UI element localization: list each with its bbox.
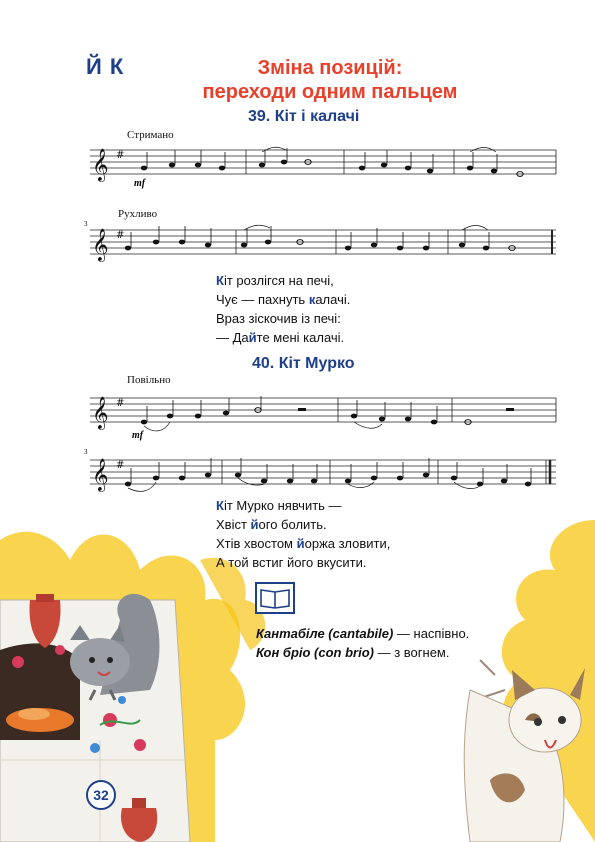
dynamic-mf: mf — [132, 430, 144, 441]
treble-clef-icon: 𝄞 — [92, 228, 109, 261]
alphabet-letters: Й К — [86, 54, 125, 79]
lyric-line: Хвіст його болить. — [216, 517, 327, 532]
treble-clef-icon: 𝄞 — [92, 396, 109, 429]
song-39-tempo-2: Рухливо — [118, 208, 158, 220]
song-39-lyrics — [216, 271, 350, 347]
lyric-line: Чує — пахнуть калачі. — [216, 292, 351, 307]
lyric-line: Кіт Мурко нявчить — — [216, 498, 342, 513]
lyric-line: — Дайте мені калачі. — [216, 330, 345, 345]
svg-text:#: # — [116, 460, 125, 471]
glossary-item: Кантабіле (cantabile) — наспівно. — [256, 626, 470, 641]
lyric-line: Враз зіскочив із печі: — [216, 311, 341, 326]
song-39-score — [86, 140, 560, 270]
treble-clef-icon: 𝄞 — [92, 148, 109, 181]
song-40-title: 40. Кіт Мурко — [252, 355, 355, 372]
lyric-line: Кіт розлігся на печі, — [216, 273, 334, 288]
book-icon — [255, 582, 295, 614]
song-40-lyrics — [216, 496, 390, 572]
lyric-line: Хтів хвостом йоржа зловити, — [216, 536, 391, 551]
lyric-line: А той встиг його вкусити. — [216, 555, 367, 570]
measure-number: 3 — [84, 220, 88, 228]
song-39-tempo-1: Стримано — [127, 129, 174, 141]
page-title-line2: переходи одним пальцем — [202, 81, 458, 103]
page-title-line1: Зміна позицій: — [257, 57, 403, 79]
song-39-title: 39. Кіт і калачі — [248, 108, 360, 125]
song-40-score — [86, 386, 560, 496]
svg-text:#: # — [116, 398, 125, 409]
dynamic-mf: mf — [134, 178, 146, 189]
svg-text:#: # — [116, 150, 125, 161]
measure-number: 3 — [84, 448, 88, 456]
page-number: 32 — [86, 780, 116, 810]
treble-clef-icon: 𝄞 — [92, 458, 109, 491]
glossary-item: Кон бріо (con brio) — з вогнем. — [256, 645, 450, 660]
song-40-tempo: Повільно — [127, 374, 171, 386]
svg-text:#: # — [116, 230, 125, 241]
